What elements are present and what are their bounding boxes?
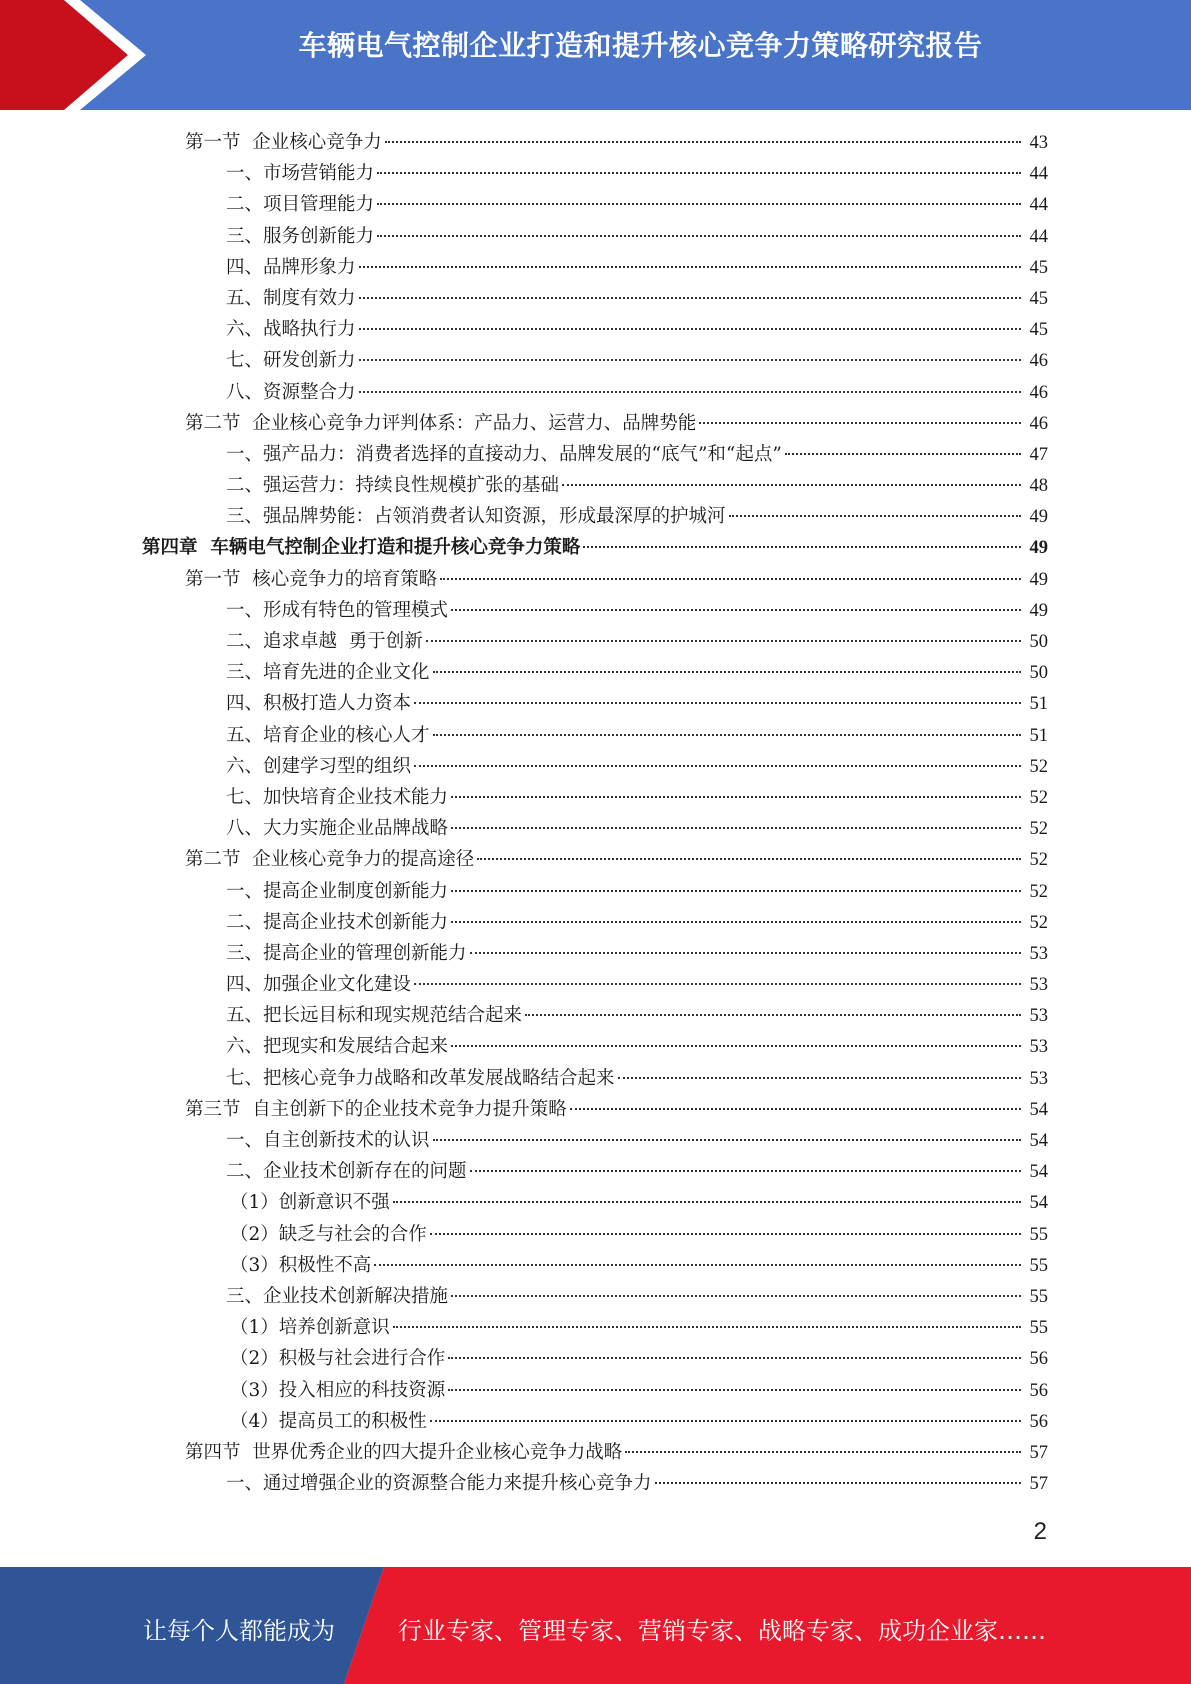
toc-dot-leader <box>430 1420 1021 1422</box>
toc-entry-page: 55 <box>1029 1318 1048 1339</box>
toc-entry[interactable] <box>0 1468 1191 1499</box>
toc-entry-title: 三、强品牌势能：占领消费者认知资源，形成最深厚的护城河 <box>226 506 726 528</box>
toc-entry-title: 五、把长远目标和现实规范结合起来 <box>226 1005 523 1027</box>
toc-entry-title: 二、强运营力：持续良性规模扩张的基础 <box>226 475 560 497</box>
toc-entry[interactable] <box>0 1375 1191 1406</box>
toc-entry[interactable] <box>0 1219 1191 1250</box>
toc-entry[interactable] <box>0 1094 1191 1125</box>
toc-entry[interactable] <box>0 377 1191 408</box>
toc-dot-leader <box>377 203 1021 205</box>
toc-entry[interactable] <box>0 564 1191 595</box>
toc-entry-page: 46 <box>1029 382 1048 403</box>
toc-dot-leader <box>470 1170 1021 1172</box>
footer-banner <box>0 1567 1191 1684</box>
toc-dot-leader <box>451 921 1021 923</box>
toc-dot-leader <box>451 796 1021 798</box>
toc-entry-title: 二、追求卓越 勇于创新 <box>226 631 423 652</box>
toc-entry-title: 二、项目管理能力 <box>226 194 375 216</box>
toc-entry-page: 52 <box>1029 912 1048 933</box>
toc-entry[interactable] <box>0 1125 1191 1156</box>
toc-dot-leader <box>430 1233 1021 1235</box>
toc-dot-leader <box>583 546 1021 548</box>
toc-entry-page: 57 <box>1029 1442 1048 1463</box>
toc-entry-title: 六、战略执行力 <box>226 319 356 341</box>
toc-entry-title: 七、把核心竞争力战略和改革发展战略结合起来 <box>226 1067 615 1089</box>
toc-entry-page: 54 <box>1029 1162 1048 1183</box>
toc-dot-leader <box>448 1389 1021 1391</box>
toc-entry-page: 49 <box>1029 569 1048 590</box>
toc-entry[interactable] <box>0 657 1191 688</box>
toc-entry[interactable] <box>0 1187 1191 1218</box>
toc-entry[interactable] <box>0 1250 1191 1281</box>
toc-entry-page: 55 <box>1029 1255 1048 1276</box>
toc-dot-leader <box>451 1045 1021 1047</box>
toc-entry-page: 52 <box>1029 881 1048 902</box>
toc-entry[interactable] <box>0 408 1191 439</box>
toc-dot-leader <box>433 671 1021 673</box>
toc-dot-leader <box>359 359 1021 361</box>
toc-dot-leader <box>393 1201 1021 1203</box>
toc-entry-title: 三、提高企业的管理创新能力 <box>226 942 467 964</box>
toc-entry-title: （4）提高员工的积极性 <box>230 1410 427 1432</box>
toc-entry-title: 二、提高企业技术创新能力 <box>226 911 449 933</box>
toc-entry-page: 50 <box>1029 663 1048 684</box>
toc-dot-leader <box>562 484 1021 486</box>
toc-entry-page: 52 <box>1029 787 1048 808</box>
toc-entry-page: 53 <box>1029 1006 1048 1027</box>
toc-entry[interactable] <box>0 938 1191 969</box>
toc-entry-title: （3）积极性不高 <box>230 1254 372 1276</box>
toc-entry-page: 53 <box>1029 1037 1048 1058</box>
toc-entry[interactable] <box>0 1312 1191 1343</box>
toc-entry-page: 45 <box>1029 257 1048 278</box>
toc-entry-title: （3）投入相应的科技资源 <box>230 1379 446 1401</box>
table-of-contents <box>0 127 1191 1499</box>
toc-entry-title: 一、市场营销能力 <box>226 163 375 185</box>
toc-dot-leader <box>440 578 1021 580</box>
toc-dot-leader <box>699 422 1021 424</box>
toc-dot-leader <box>414 765 1021 767</box>
toc-dot-leader <box>377 172 1021 174</box>
toc-entry-title: 第四节 世界优秀企业的四大提升企业核心竞争力战略 <box>185 1441 623 1463</box>
toc-dot-leader <box>525 1014 1021 1016</box>
toc-entry[interactable] <box>0 1156 1191 1187</box>
toc-entry-title: 第四章 车辆电气控制企业打造和提升核心竞争力策略 <box>142 537 581 559</box>
report-title: 车辆电气控制企业打造和提升核心竞争力策略研究报告 <box>298 29 983 62</box>
toc-entry-page: 50 <box>1029 632 1048 652</box>
toc-entry[interactable] <box>0 532 1191 563</box>
toc-entry-page: 43 <box>1029 133 1048 153</box>
toc-entry[interactable] <box>0 1343 1191 1374</box>
toc-entry-title: 七、研发创新力 <box>226 350 356 372</box>
toc-entry-page: 54 <box>1029 1131 1048 1151</box>
toc-entry-title: 一、通过增强企业的资源整合能力来提升核心竞争力 <box>226 1473 652 1495</box>
toc-dot-leader <box>359 391 1021 393</box>
toc-entry[interactable] <box>0 876 1191 907</box>
toc-entry[interactable] <box>0 439 1191 470</box>
toc-entry[interactable] <box>0 158 1191 189</box>
toc-entry-page: 55 <box>1029 1286 1048 1307</box>
toc-entry[interactable] <box>0 626 1191 657</box>
toc-entry-page: 51 <box>1029 725 1048 746</box>
toc-dot-leader <box>785 453 1021 455</box>
toc-entry[interactable] <box>0 470 1191 501</box>
toc-entry-page: 53 <box>1029 975 1048 996</box>
toc-dot-leader <box>618 1077 1021 1079</box>
toc-entry-title: 三、培育先进的企业文化 <box>226 662 430 684</box>
toc-entry[interactable] <box>0 127 1191 158</box>
toc-entry[interactable] <box>0 813 1191 844</box>
toc-entry-page: 44 <box>1029 195 1048 216</box>
toc-entry[interactable] <box>0 907 1191 938</box>
toc-entry-page: 55 <box>1029 1224 1048 1245</box>
footer-slogan-right: 行业专家、管理专家、营销专家、战略专家、成功企业家…… <box>398 1617 1046 1645</box>
toc-entry-title: 三、服务创新能力 <box>226 225 375 247</box>
toc-entry-page: 56 <box>1029 1411 1048 1432</box>
toc-entry-page: 53 <box>1029 1068 1048 1089</box>
toc-entry-page: 57 <box>1029 1474 1048 1495</box>
toc-entry[interactable] <box>0 1437 1191 1468</box>
toc-entry[interactable] <box>0 314 1191 345</box>
toc-entry-page: 52 <box>1029 756 1048 777</box>
toc-entry-title: 四、品牌形象力 <box>226 256 356 278</box>
toc-entry-page: 52 <box>1029 819 1048 840</box>
toc-entry-page: 47 <box>1029 444 1048 465</box>
toc-entry-title: （2）缺乏与社会的合作 <box>230 1223 427 1245</box>
toc-entry-title: 第一节 企业核心竞争力 <box>185 132 382 153</box>
header-banner <box>0 0 1191 110</box>
toc-entry-page: 54 <box>1029 1193 1048 1214</box>
toc-entry-title: 四、积极打造人力资本 <box>226 693 412 715</box>
toc-entry-title: 六、创建学习型的组织 <box>226 755 412 777</box>
toc-entry-title: 一、形成有特色的管理模式 <box>226 599 449 621</box>
toc-entry-page: 49 <box>1029 507 1048 528</box>
toc-dot-leader <box>477 858 1021 860</box>
toc-entry[interactable] <box>0 221 1191 252</box>
toc-entry-title: 第二节 企业核心竞争力评判体系：产品力、运营力、品牌势能 <box>185 412 697 434</box>
toc-entry-page: 49 <box>1029 600 1048 621</box>
toc-dot-leader <box>359 328 1021 330</box>
toc-entry[interactable] <box>0 345 1191 376</box>
toc-entry-title: 一、提高企业制度创新能力 <box>226 880 449 902</box>
toc-dot-leader <box>433 1139 1021 1141</box>
toc-entry-page: 54 <box>1029 1099 1048 1120</box>
toc-entry[interactable] <box>0 595 1191 626</box>
toc-entry-title: （1）培养创新意识 <box>230 1317 390 1339</box>
toc-entry[interactable] <box>0 720 1191 751</box>
toc-entry[interactable] <box>0 252 1191 283</box>
toc-dot-leader <box>377 235 1021 237</box>
toc-dot-leader <box>433 734 1021 736</box>
toc-entry-title: 二、企业技术创新存在的问题 <box>226 1161 467 1183</box>
toc-entry-title: 一、自主创新技术的认识 <box>226 1130 430 1151</box>
toc-entry-title: 第二节 企业核心竞争力的提高途径 <box>185 849 475 871</box>
toc-entry[interactable] <box>0 1281 1191 1312</box>
toc-entry-page: 48 <box>1029 476 1048 497</box>
toc-entry[interactable] <box>0 1000 1191 1031</box>
toc-entry[interactable] <box>0 283 1191 314</box>
toc-entry-title: （2）积极与社会进行合作 <box>230 1348 446 1370</box>
toc-entry-page: 56 <box>1029 1380 1048 1401</box>
toc-dot-leader <box>570 1108 1021 1110</box>
footer-slogan-left: 让每个人都能成为 <box>143 1617 335 1645</box>
toc-dot-leader <box>451 827 1021 829</box>
toc-entry-title: 三、企业技术创新解决措施 <box>226 1285 449 1307</box>
toc-dot-leader <box>393 1326 1021 1328</box>
toc-dot-leader <box>451 890 1021 892</box>
toc-entry[interactable] <box>0 844 1191 875</box>
toc-dot-leader <box>470 952 1021 954</box>
toc-dot-leader <box>451 1295 1021 1297</box>
toc-entry-title: 五、制度有效力 <box>226 287 356 309</box>
toc-entry[interactable] <box>0 1063 1191 1094</box>
toc-entry-page: 44 <box>1029 226 1048 247</box>
toc-entry-page: 46 <box>1029 351 1048 372</box>
toc-entry-title: 一、强产品力：消费者选择的直接动力、品牌发展的“底气”和“起点” <box>226 443 782 465</box>
toc-entry-page: 49 <box>1029 538 1048 559</box>
toc-dot-leader <box>359 266 1021 268</box>
toc-dot-leader <box>729 515 1021 517</box>
toc-entry[interactable] <box>0 688 1191 719</box>
toc-entry-title: 八、资源整合力 <box>226 381 356 403</box>
toc-dot-leader <box>359 297 1021 299</box>
toc-dot-leader <box>451 609 1021 611</box>
toc-entry-title: （1）创新意识不强 <box>230 1192 390 1214</box>
toc-entry-title: 五、培育企业的核心人才 <box>226 724 430 746</box>
toc-dot-leader <box>385 141 1021 143</box>
toc-entry[interactable] <box>0 969 1191 1000</box>
toc-dot-leader <box>414 702 1021 704</box>
toc-dot-leader <box>448 1357 1021 1359</box>
toc-entry-page: 56 <box>1029 1349 1048 1370</box>
toc-entry[interactable] <box>0 1406 1191 1437</box>
page-number: 2 <box>1033 1518 1047 1545</box>
toc-dot-leader <box>414 983 1021 985</box>
toc-entry-page: 46 <box>1029 413 1048 434</box>
toc-entry-title: 七、加快培育企业技术能力 <box>226 786 449 808</box>
toc-entry-title: 八、大力实施企业品牌战略 <box>226 818 449 840</box>
toc-entry-page: 51 <box>1029 694 1048 715</box>
toc-dot-leader <box>426 640 1021 642</box>
toc-entry[interactable] <box>0 751 1191 782</box>
toc-entry[interactable] <box>0 189 1191 220</box>
toc-entry[interactable] <box>0 782 1191 813</box>
toc-entry-title: 第一节 核心竞争力的培育策略 <box>185 568 438 590</box>
toc-entry-title: 第三节 自主创新下的企业技术竞争力提升策略 <box>185 1098 567 1120</box>
toc-dot-leader <box>655 1482 1021 1484</box>
toc-entry-title: 六、把现实和发展结合起来 <box>226 1036 449 1058</box>
toc-entry-page: 45 <box>1029 320 1048 341</box>
toc-entry[interactable] <box>0 1031 1191 1062</box>
toc-entry-page: 44 <box>1029 164 1048 185</box>
toc-entry-page: 53 <box>1029 943 1048 964</box>
toc-dot-leader <box>625 1451 1021 1453</box>
toc-entry-page: 52 <box>1029 850 1048 871</box>
toc-entry[interactable] <box>0 501 1191 532</box>
toc-entry-title: 四、加强企业文化建设 <box>226 974 412 996</box>
toc-dot-leader <box>374 1264 1021 1266</box>
toc-entry-page: 45 <box>1029 288 1048 309</box>
